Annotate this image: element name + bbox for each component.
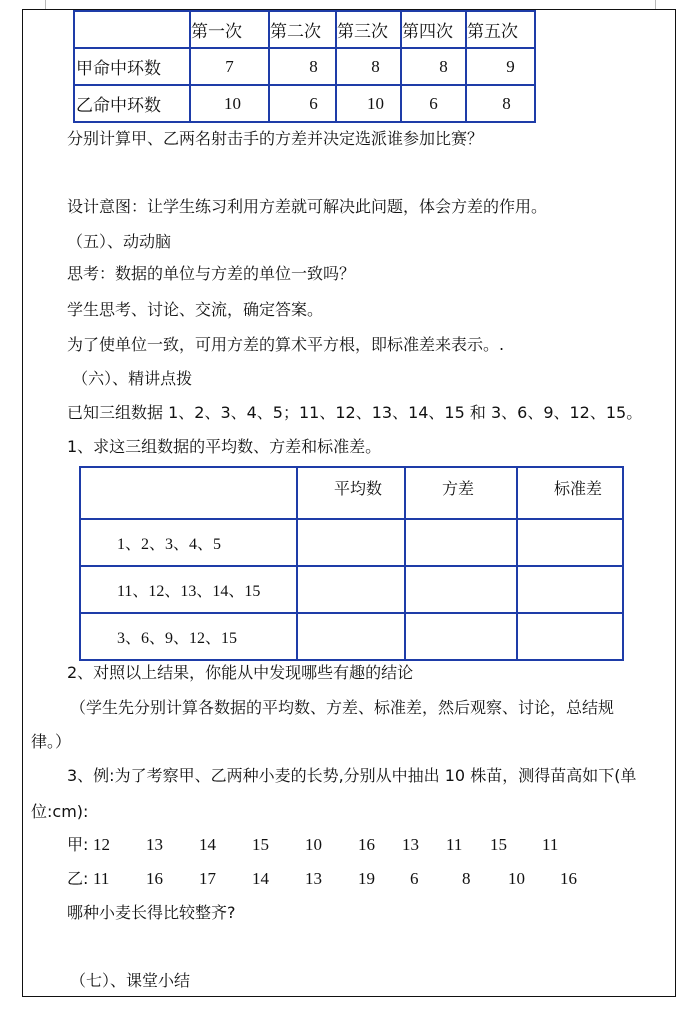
table-row: [80, 566, 623, 613]
wheat-value: 15: [252, 835, 269, 854]
row-label: 1、2、3、4、5: [80, 519, 297, 566]
table-cell: 10: [190, 85, 269, 122]
statistics-table: [79, 466, 624, 661]
section-heading-5: （五）、动动脑: [67, 232, 172, 251]
table-header-cell: 第三次: [336, 11, 401, 48]
table-header-cell: 第一次: [190, 11, 269, 48]
table-header-row: [80, 467, 623, 519]
wheat-value: 16: [560, 869, 577, 888]
table-header-cell: 平均数: [297, 467, 405, 519]
wheat-value: 10: [508, 869, 525, 888]
table-row: [74, 85, 535, 122]
students-note-line-2: 律。）: [31, 732, 72, 751]
table-cell: 8: [269, 48, 336, 85]
row-label: 11、12、13、14、15: [80, 566, 297, 613]
mean-cell[interactable]: [297, 519, 405, 566]
table-cell: 9: [466, 48, 535, 85]
shooting-score-table: [73, 10, 536, 123]
think-question: 思考：数据的单位与方差的单位一致吗？: [67, 264, 356, 283]
table-header-row: [74, 11, 535, 48]
table-header-cell: [74, 11, 190, 48]
task-1: 1、求这三组数据的平均数、方差和标准差。: [67, 437, 382, 456]
wheat-value: 10: [305, 835, 322, 854]
table-cell: 6: [269, 85, 336, 122]
wheat-value: 11: [93, 869, 110, 888]
table-cell: 10: [336, 85, 401, 122]
page-separator-right: [655, 0, 656, 9]
question-variance: 分别计算甲、乙两名射击手的方差并决定选派谁参加比赛？: [67, 129, 484, 148]
which-wheat-question: 哪种小麦长得比较整齐?: [67, 903, 236, 922]
variance-cell[interactable]: [405, 566, 517, 613]
std-dev-cell[interactable]: [517, 566, 623, 613]
wheat-value: 14: [252, 869, 269, 888]
std-dev-cell[interactable]: [517, 613, 623, 660]
table-header-cell: 第五次: [466, 11, 535, 48]
table-cell: 8: [401, 48, 466, 85]
wheat-value: 8: [462, 869, 471, 888]
student-discussion: 学生思考、讨论、交流，确定答案。: [67, 300, 324, 319]
table-row: [80, 613, 623, 660]
students-note-line-1: （学生先分别计算各数据的平均数、方差、标准差，然后观察、讨论，总结规: [70, 698, 615, 717]
wheat-value: 13: [402, 835, 419, 854]
section-heading-6: （六）、精讲点拨: [67, 369, 193, 388]
mean-cell[interactable]: [297, 613, 405, 660]
known-data-sets: 已知三组数据 1、2、3、4、5；11、12、13、14、15 和 3、6、9、12、15。: [67, 403, 643, 422]
wheat-value: 13: [146, 835, 163, 854]
wheat-label-yi: 乙:: [67, 869, 89, 888]
wheat-value: 19: [358, 869, 375, 888]
design-intent: 设计意图：让学生练习利用方差就可解决此问题，体会方差的作用。: [67, 197, 548, 216]
wheat-value: 12: [93, 835, 110, 854]
table-header-cell: 第四次: [401, 11, 466, 48]
table-header-cell: 方差: [405, 467, 517, 519]
wheat-value: 17: [199, 869, 216, 888]
wheat-value: 13: [305, 869, 322, 888]
wheat-value: 6: [410, 869, 419, 888]
variance-cell[interactable]: [405, 613, 517, 660]
row-label: 3、6、9、12、15: [80, 613, 297, 660]
wheat-value: 16: [146, 869, 163, 888]
wheat-value: 11: [446, 835, 463, 854]
section-heading-7: （七）、课堂小结: [70, 971, 191, 990]
table-cell: 6: [401, 85, 466, 122]
table-cell: 8: [466, 85, 535, 122]
example-3-line-1: 3、例:为了考察甲、乙两种小麦的长势,分别从中抽出 10 株苗，测得苗高如下(单: [67, 766, 637, 785]
example-3-line-2: 位:cm):: [31, 802, 89, 821]
table-cell: 8: [336, 48, 401, 85]
table-header-cell: 第二次: [269, 11, 336, 48]
table-row: [74, 48, 535, 85]
unit-consistency-note: 为了使单位一致，可用方差的算术平方根，即标准差来表示。.: [67, 335, 505, 354]
mean-cell[interactable]: [297, 566, 405, 613]
wheat-value: 15: [490, 835, 507, 854]
task-2: 2、对照以上结果，你能从中发现哪些有趣的结论: [67, 663, 414, 682]
table-header-cell: [80, 467, 297, 519]
variance-cell[interactable]: [405, 519, 517, 566]
table-row: [80, 519, 623, 566]
std-dev-cell[interactable]: [517, 519, 623, 566]
table-header-cell: 标准差: [517, 467, 623, 519]
wheat-value: 14: [199, 835, 216, 854]
wheat-label-jia: 甲:: [67, 835, 89, 854]
wheat-value: 16: [358, 835, 375, 854]
page-separator-left: [45, 0, 46, 9]
row-label: 甲命中环数: [74, 48, 190, 85]
table-cell: 7: [190, 48, 269, 85]
wheat-value: 11: [542, 835, 559, 854]
row-label: 乙命中环数: [74, 85, 190, 122]
